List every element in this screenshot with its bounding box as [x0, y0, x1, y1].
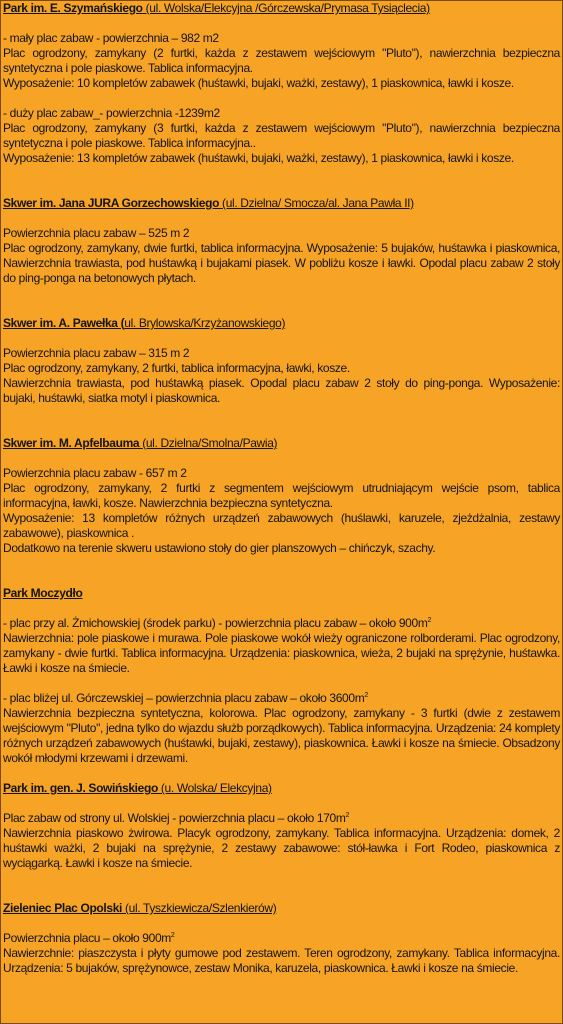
area-unit-superscript: 2 — [170, 932, 175, 939]
area-text: Wyposażenie: 10 kompletów zabawek (huśtawki, bujaki, ważki, zestawy), 1 piaskownica, ławki i kosze. — [3, 76, 514, 90]
section-title-name: Skwer im. M. Apfelbauma — [3, 436, 143, 450]
section-title-name: Park Moczydło — [3, 586, 83, 600]
area-text: Plac ogrodzony, zamykany, 2 furtki z segmentem wejściowym utrudniającym wejście psom, tablica informacyjna, ławki, kosze. Nawierzchnia bezpieczna syntetyczna. — [3, 481, 560, 510]
area-heading — [3, 616, 560, 631]
section-title-address: (ul. Dzielna/Smolna/Pawia) — [142, 436, 278, 450]
area-text: Nawierzchnia trawiasta, pod huśtawką piasek. Opodal placu zabaw 2 stoły do ping-ponga. Wyposażenie: bujaki, huśtawki, siatka motyl i piaskownica. — [3, 376, 560, 405]
area-text: Dodatkowo na terenie skweru ustawiono stoły do gier planszowych – chińczyk, szachy. — [3, 541, 436, 555]
section-title — [3, 586, 560, 601]
section-title — [3, 781, 560, 796]
section-title-name: Skwer im. Jana JURA Gorzechowskiego — [3, 196, 220, 210]
section-skwer-pawelka — [3, 316, 560, 406]
section-park-sowinskiego — [3, 781, 560, 871]
area-unit-superscript: 2 — [345, 812, 350, 819]
area-heading — [3, 811, 560, 826]
section-title-name: Skwer im. A. Pawełka ( — [3, 316, 125, 330]
section-title — [3, 1, 560, 16]
area-text: Plac ogrodzony, zamykany (3 furtki, każda z zestawem wejściowym "Pluto"), nawierzchnia bezpieczna syntetyczna i pole piaskowe. Tablica informacyjna.. — [3, 121, 560, 150]
section-skwer-apfelbauma — [3, 436, 560, 556]
area-heading: Powierzchnia placu zabaw - 657 m 2 — [3, 466, 187, 480]
section-title-address: (ul. Wolska/Elekcyjna /Górczewska/Prymasa Tysiąclecia) — [142, 1, 430, 15]
section-title — [3, 196, 560, 211]
section-park-szymanskiego — [3, 1, 560, 166]
area-heading: Powierzchnia placu zabaw – 315 m 2 — [3, 346, 190, 360]
section-title — [3, 901, 560, 916]
section-title-address: (ul. Dzielna/ Smocza/al. Jana Pawła II) — [219, 196, 414, 210]
area-text: Wyposażenie: 13 kompletów zabawek (huśtawki, bujaki, ważki, zestawy), 1 piaskownica, ławki i kosze. — [3, 151, 514, 165]
section-title-address: (ul. Tyszkiewicza/Szlenkierów) — [122, 901, 277, 915]
section-title — [3, 436, 560, 451]
area-heading-text: - plac bliżej ul. Górczewskiej – powierzchnia placu zabaw – około 3600m — [3, 691, 365, 705]
area-text: Nawierzchnie: piaszczysta i płyty gumowe pod zestawem. Teren ogrodzony, zamykany. Tablica informacyjna. Urządzenia: 5 bujaków, sprężynowce, zestaw Monika, karuzela, piaskownica. Ławki i kosze na śmiecie. — [3, 946, 560, 975]
section-zieleniec-plac-opolski — [3, 901, 560, 976]
area-text: Plac ogrodzony, zamykany, 2 furtki, tablica informacyjna, ławki, kosze. — [3, 361, 350, 375]
area-heading — [3, 691, 560, 706]
section-title-name: Park im. gen. J. Sowińskiego — [3, 781, 158, 795]
area-text: Wyposażenie: 13 kompletów różnych urządzeń zabawowych (huślawki, karuzele, zjeżdżalnia, zestawy zabawowe), piaskownica . — [3, 511, 560, 540]
section-title-name: Park im. E. Szymańskiego — [3, 1, 143, 15]
section-park-moczydlo — [3, 586, 560, 766]
area-heading-text: - plac przy al. Żmichowskiej (środek parku) - powierzchnia placu zabaw – około 900m — [3, 616, 428, 630]
area-text: Plac ogrodzony, zamykany (2 furtki, każda z zestawem wejściowym "Pluto"), nawierzchnia bezpieczna syntetyczna i pole piaskowe. Tablica informacyjna. — [3, 46, 560, 75]
section-skwer-gorzechowskiego — [3, 196, 560, 286]
area-heading: - duży plac zabaw_- powierzchnia -1239m2 — [3, 106, 220, 120]
section-title-address: (u. Wolska/ Elekcyjna) — [157, 781, 272, 795]
area-unit-superscript: 2 — [427, 617, 432, 624]
area-unit-superscript: 2 — [364, 692, 368, 699]
area-heading: - mały plac zabaw - powierzchnia – 982 m2 — [3, 31, 219, 45]
section-title-address: ul. Brylowska/Krzyżanowskiego) — [124, 316, 286, 330]
area-text: Nawierzchnia bezpieczna syntetyczna, kolorowa. Plac ogrodzony, zamykany - 3 furtki (dwie z zestawem wejściowym "Pluto", jedna tylko do wjazdu służb porządkowych). Tablica informacyjna. Urządzenia: 24 komplety różnych urządzeń zabawowych (huśtawki, bujaki, zestawy), piaskownica. Ławki i kosze na śmiecie. Obsadzony wokół młodymi krzewami i drzewami. — [3, 706, 560, 765]
section-title — [3, 316, 560, 331]
area-text: Nawierzchnia piaskowo żwirowa. Placyk ogrodzony, zamykany. Tablica informacyjna. Urządzenia: domek, 2 huśtawki ważki, 2 bujaki na sprężynie, 2 zestawy zabawowe: stół-ławka i Fort Rodeo, piaskownica z wyciągarką. Ławki i kosze na śmiecie. — [3, 826, 560, 870]
area-heading-text: Plac zabaw od strony ul. Wolskiej - powierzchnia placu – około 170m — [3, 811, 346, 825]
area-text: Plac ogrodzony, zamykany, dwie furtki, tablica informacyjna. Wyposażenie: 5 bujaków, huśtawka i piaskownica, Nawierzchnia trawiasta, pod huśtawką i bujakami piasek. W pobliżu kosze i ławki. Opodal placu zabaw 2 stoły do ping-ponga na betonowych płytach. — [3, 241, 560, 285]
area-heading — [3, 931, 560, 946]
section-title-name: Zieleniec Plac Opolski — [3, 901, 123, 915]
area-text: Nawierzchnia: pole piaskowe i murawa. Pole piaskowe wokół wieży ograniczone rolborderami. Plac ogrodzony, zamykany - dwie furtki. Tablica informacyjna. Urządzenia: piaskownica, wieża, 2 bujaki na sprężynie, huśtawka. Ławki i kosze na śmiecie. — [3, 631, 560, 675]
area-heading-text: Powierzchnia placu – około 900m — [3, 931, 171, 945]
area-heading: Powierzchnia placu zabaw – 525 m 2 — [3, 226, 190, 240]
